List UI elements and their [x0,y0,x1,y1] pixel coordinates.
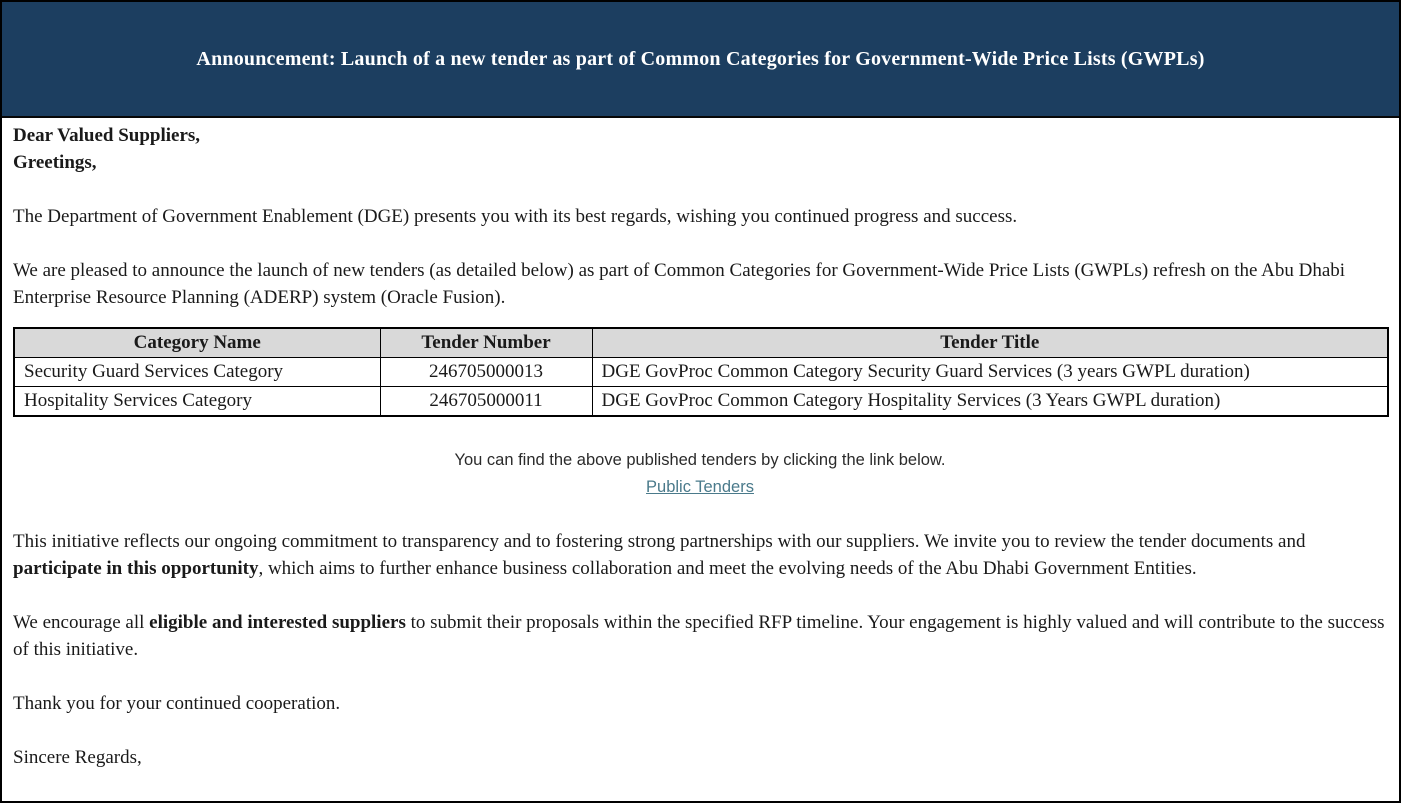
greeting-line-greetings: Greetings, [13,152,97,173]
table-row [14,358,1388,387]
greeting-line-suppliers: Dear Valued Suppliers, [13,125,201,146]
cell-tender-number: 246705000013 [380,358,592,387]
cell-tender-title: DGE GovProc Common Category Security Guard Services (3 years GWPL duration) [592,358,1388,387]
thank-you-line: Thank you for your continued cooperation. [13,693,341,714]
cell-tender-number: 246705000011 [380,387,592,417]
cell-category-name: Security Guard Services Category [14,358,380,387]
link-instruction-text: You can find the above published tenders by clicking the link below. [454,451,946,469]
commitment-paragraph [13,528,1387,582]
cell-tender-title: DGE GovProc Common Category Hospitality Services (3 Years GWPL duration) [592,387,1388,417]
column-header-tender-title: Tender Title [592,328,1388,358]
tender-table-header-row [14,328,1388,358]
table-row [14,387,1388,417]
encourage-text-part2: to submit their proposals within the specified RFP timeline. Your engagement is highly valued and will contribute to the success of this initiative. [13,612,1385,660]
intro-paragraph: The Department of Government Enablement (DGE) presents you with its best regards, wishing you continued progress and success. [13,206,1018,227]
column-header-tender-number: Tender Number [380,328,592,358]
public-tenders-link[interactable]: Public Tenders [646,478,754,496]
announcement-banner [2,2,1399,118]
column-header-category-name: Category Name [14,328,380,358]
encourage-paragraph [13,609,1387,663]
encourage-text-bold: eligible and interested suppliers [149,612,406,633]
announcement-title: Announcement: Launch of a new tender as part of Common Categories for Government-Wide Price Lists (GWPLs) [196,47,1205,70]
link-section [13,447,1387,501]
tender-table [13,327,1389,417]
commitment-text-part1: This initiative reflects our ongoing commitment to transparency and to fostering strong partnerships with our suppliers. We invite you to review the tender documents and [13,531,1306,552]
cell-category-name: Hospitality Services Category [14,387,380,417]
encourage-text-part1: We encourage all [13,612,150,633]
commitment-text-part2: , which aims to further enhance business collaboration and meet the evolving needs of the Abu Dhabi Government Entities. [258,558,1197,579]
commitment-text-bold: participate in this opportunity [13,558,259,579]
sincere-regards-line: Sincere Regards, [13,747,142,768]
announcement-paragraph: We are pleased to announce the launch of new tenders (as detailed below) as part of Common Categories for Government-Wide Price Lists (GWPLs) refresh on the Abu Dhabi Enterprise Resource Planning (ADERP) system (Oracle Fusion). [13,260,1346,308]
announcement-body [2,118,1399,771]
